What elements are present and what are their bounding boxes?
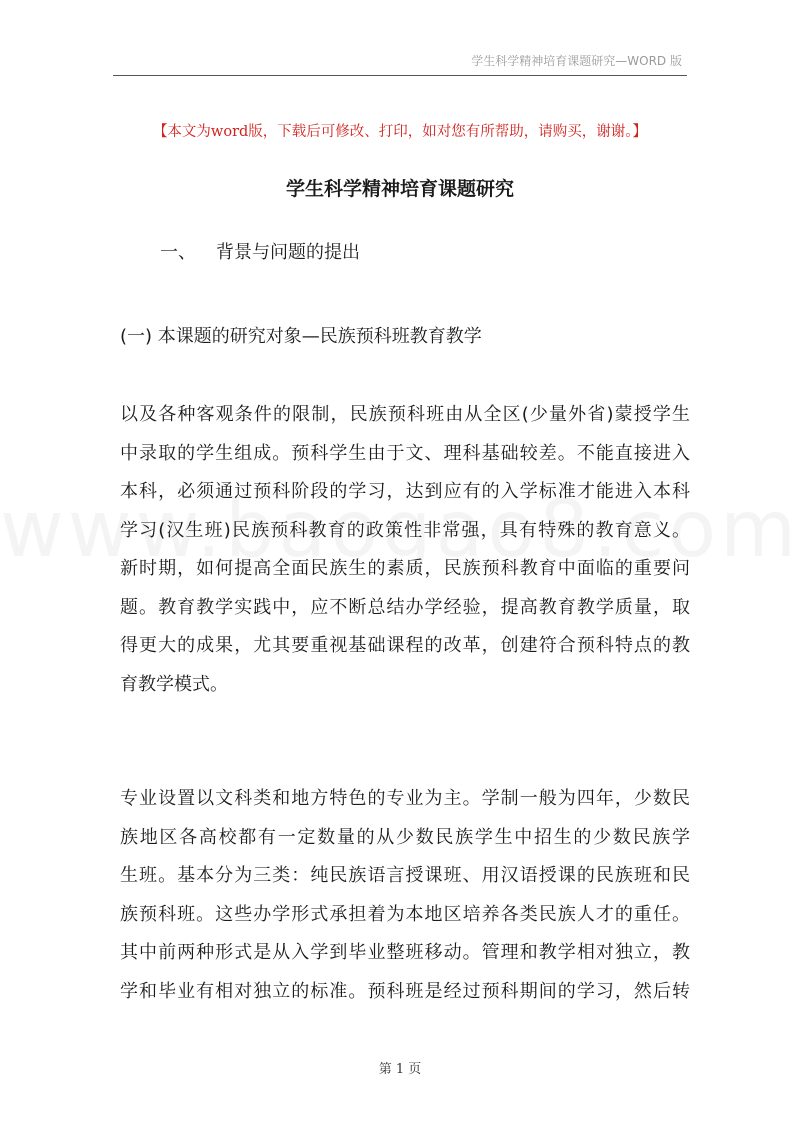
purchase-notice: 【本文为word版，下载后可修改、打印，如对您有所帮助，请购买，谢谢。】 bbox=[152, 124, 648, 140]
paragraph-line: 其中前两种形式是从入学到毕业整班移动。管理和教学相对独立，教 bbox=[120, 942, 690, 963]
paragraph-line: 本科，必须通过预科阶段的学习，达到应有的入学标准才能进入本科 bbox=[120, 481, 690, 502]
page-header: 学生科学精神培育课题研究—WORD 版 bbox=[471, 54, 682, 68]
subsection-heading: (一) 本课题的研究对象—民族预科班教育教学 bbox=[120, 326, 482, 347]
paragraph-line: 族地区各高校都有一定数量的从少数民族学生中招生的少数民族学 bbox=[120, 826, 690, 848]
paragraph-line: 得更大的成果，尤其要重视基础课程的改革，创建符合预科特点的教 bbox=[120, 635, 690, 656]
paragraph-line: 学和毕业有相对独立的标准。预科班是经过预科期间的学习，然后转 bbox=[120, 980, 690, 1002]
section-number: 一、 bbox=[160, 242, 196, 263]
document-title: 学生科学精神培育课题研究 bbox=[285, 178, 514, 200]
paragraph-line: 题。教育教学实践中，应不断总结办学经验，提高教育教学质量，取 bbox=[120, 596, 690, 618]
paragraph-2 bbox=[120, 780, 690, 1011]
paragraph-line: 专业设置以文科类和地方特色的专业为主。学制一般为四年，少数民 bbox=[120, 788, 690, 809]
paragraph-line: 族预科班。这些办学形式承担着为本地区培养各类民族人才的重任。 bbox=[120, 903, 690, 925]
paragraph-line: 学习(汉生班)民族预科教育的政策性非常强，具有特殊的教育意义。 bbox=[120, 519, 690, 541]
header-divider bbox=[113, 75, 687, 76]
page-number: 第 1 页 bbox=[378, 1062, 422, 1077]
section-label: 背景与问题的提出 bbox=[216, 242, 360, 263]
section-heading bbox=[160, 238, 360, 264]
paragraph-1 bbox=[120, 396, 690, 704]
paragraph-line: 新时期，如何提高全面民族生的素质，民族预科教育中面临的重要问 bbox=[120, 558, 690, 579]
paragraph-line: 中录取的学生组成。预科学生由于文、理科基础较差。不能直接进入 bbox=[120, 442, 690, 464]
paragraph-line: 生班。基本分为三类：纯民族语言授课班、用汉语授课的民族班和民 bbox=[120, 865, 690, 886]
paragraph-line: 育教学模式。 bbox=[120, 673, 228, 695]
paragraph-line: 以及各种客观条件的限制，民族预科班由从全区(少量外省)蒙授学生 bbox=[120, 404, 690, 425]
